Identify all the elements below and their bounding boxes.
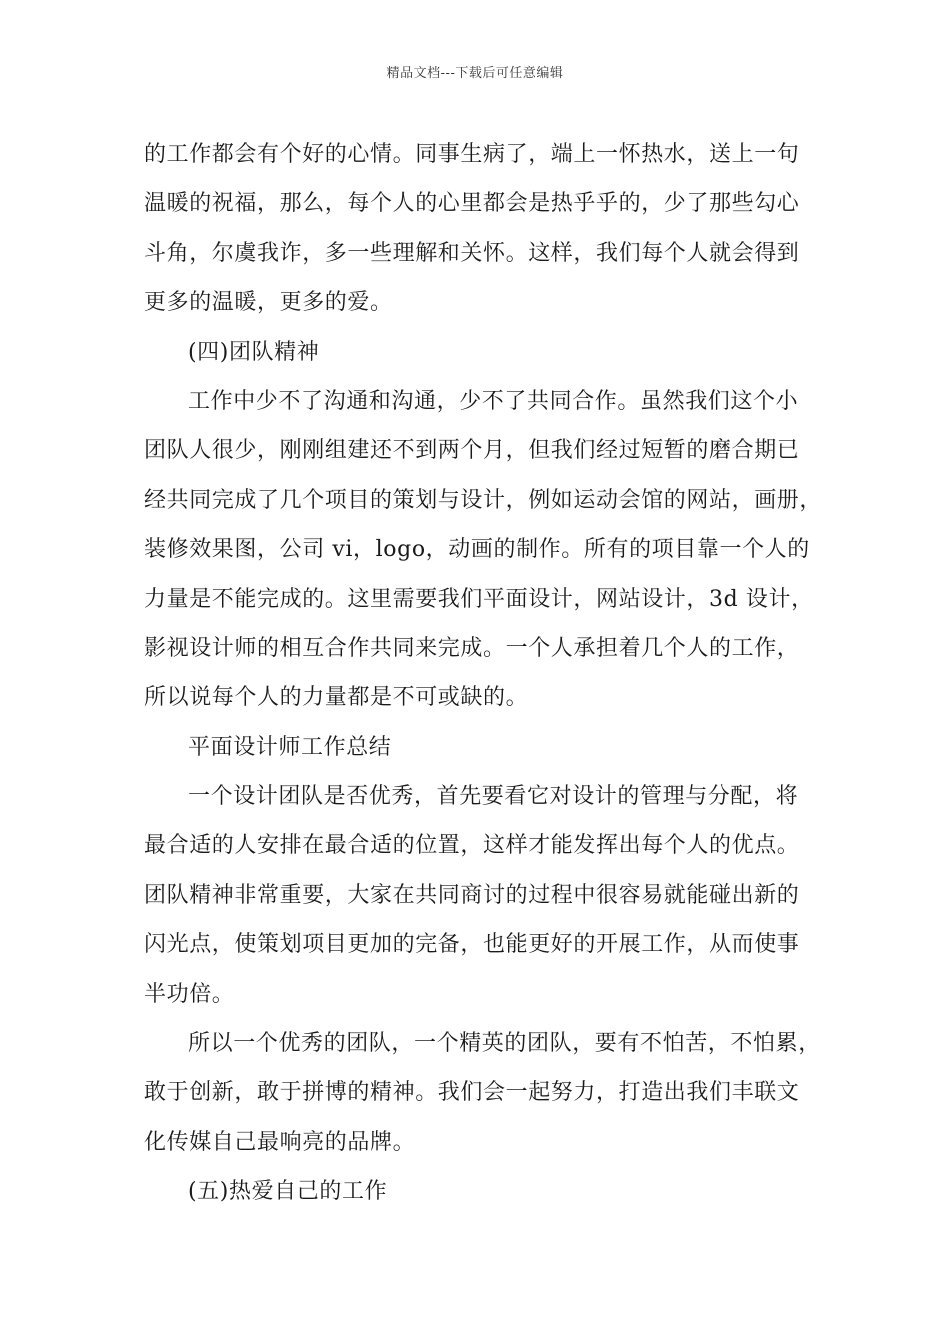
text-line: 温暖的祝福，那么，每个人的心里都会是热乎乎的，少了那些勾心 bbox=[144, 191, 800, 217]
text-line: 闪光点，使策划项目更加的完备，也能更好的开展工作，从而使事 bbox=[144, 932, 800, 958]
text-line: 敢于创新，敢于拼博的精神。我们会一起努力，打造出我们丰联文 bbox=[144, 1080, 800, 1106]
text-line: 更多的温暖，更多的爱。 bbox=[144, 290, 393, 316]
text-line: 的工作都会有个好的心情。同事生病了，端上一怀热水，送上一句 bbox=[144, 142, 800, 167]
text-line: 装修效果图，公司 vi，logo，动画的制作。所有的项目靠一个人的 bbox=[144, 537, 810, 563]
text-line: 团队精神非常重要，大家在共同商讨的过程中很容易就能碰出新的 bbox=[144, 882, 800, 908]
text-line: 团队人很少，刚刚组建还不到两个月，但我们经过短暂的磨合期已 bbox=[144, 438, 800, 464]
text-line: 最合适的人安排在最合适的位置，这样才能发挥出每个人的优点。 bbox=[144, 833, 800, 859]
text-line: 影视设计师的相互合作共同来完成。一个人承担着几个人的工作， bbox=[144, 635, 800, 661]
document-body bbox=[144, 130, 824, 1217]
text-line: 所以一个优秀的团队，一个精英的团队，要有不怕苦，不怕累， bbox=[188, 1031, 821, 1057]
text-line: 力量是不能完成的。这里需要我们平面设计，网站设计，3d 设计， bbox=[144, 586, 814, 612]
section-heading: (四)团队精神 bbox=[188, 339, 320, 365]
text-line: 工作中少不了沟通和沟通，少不了共同合作。虽然我们这个小 bbox=[188, 388, 799, 414]
text-line: 所以说每个人的力量都是不可或缺的。 bbox=[144, 685, 529, 711]
text-line: 斗角，尔虞我诈，多一些理解和关怀。这样，我们每个人就会得到 bbox=[144, 240, 800, 266]
page-header: 精品文档---下载后可任意编辑 bbox=[386, 66, 564, 81]
section-heading: (五)热爱自己的工作 bbox=[188, 1179, 388, 1205]
text-line: 化传媒自己最响亮的品牌。 bbox=[144, 1129, 416, 1155]
text-line: 一个设计团队是否优秀，首先要看它对设计的管理与分配，将 bbox=[188, 784, 799, 810]
text-line: 经共同完成了几个项目的策划与设计，例如运动会馆的网站，画册， bbox=[144, 487, 823, 513]
text-line: 半功倍。 bbox=[144, 981, 235, 1007]
section-heading: 平面设计师工作总结 bbox=[188, 734, 392, 760]
